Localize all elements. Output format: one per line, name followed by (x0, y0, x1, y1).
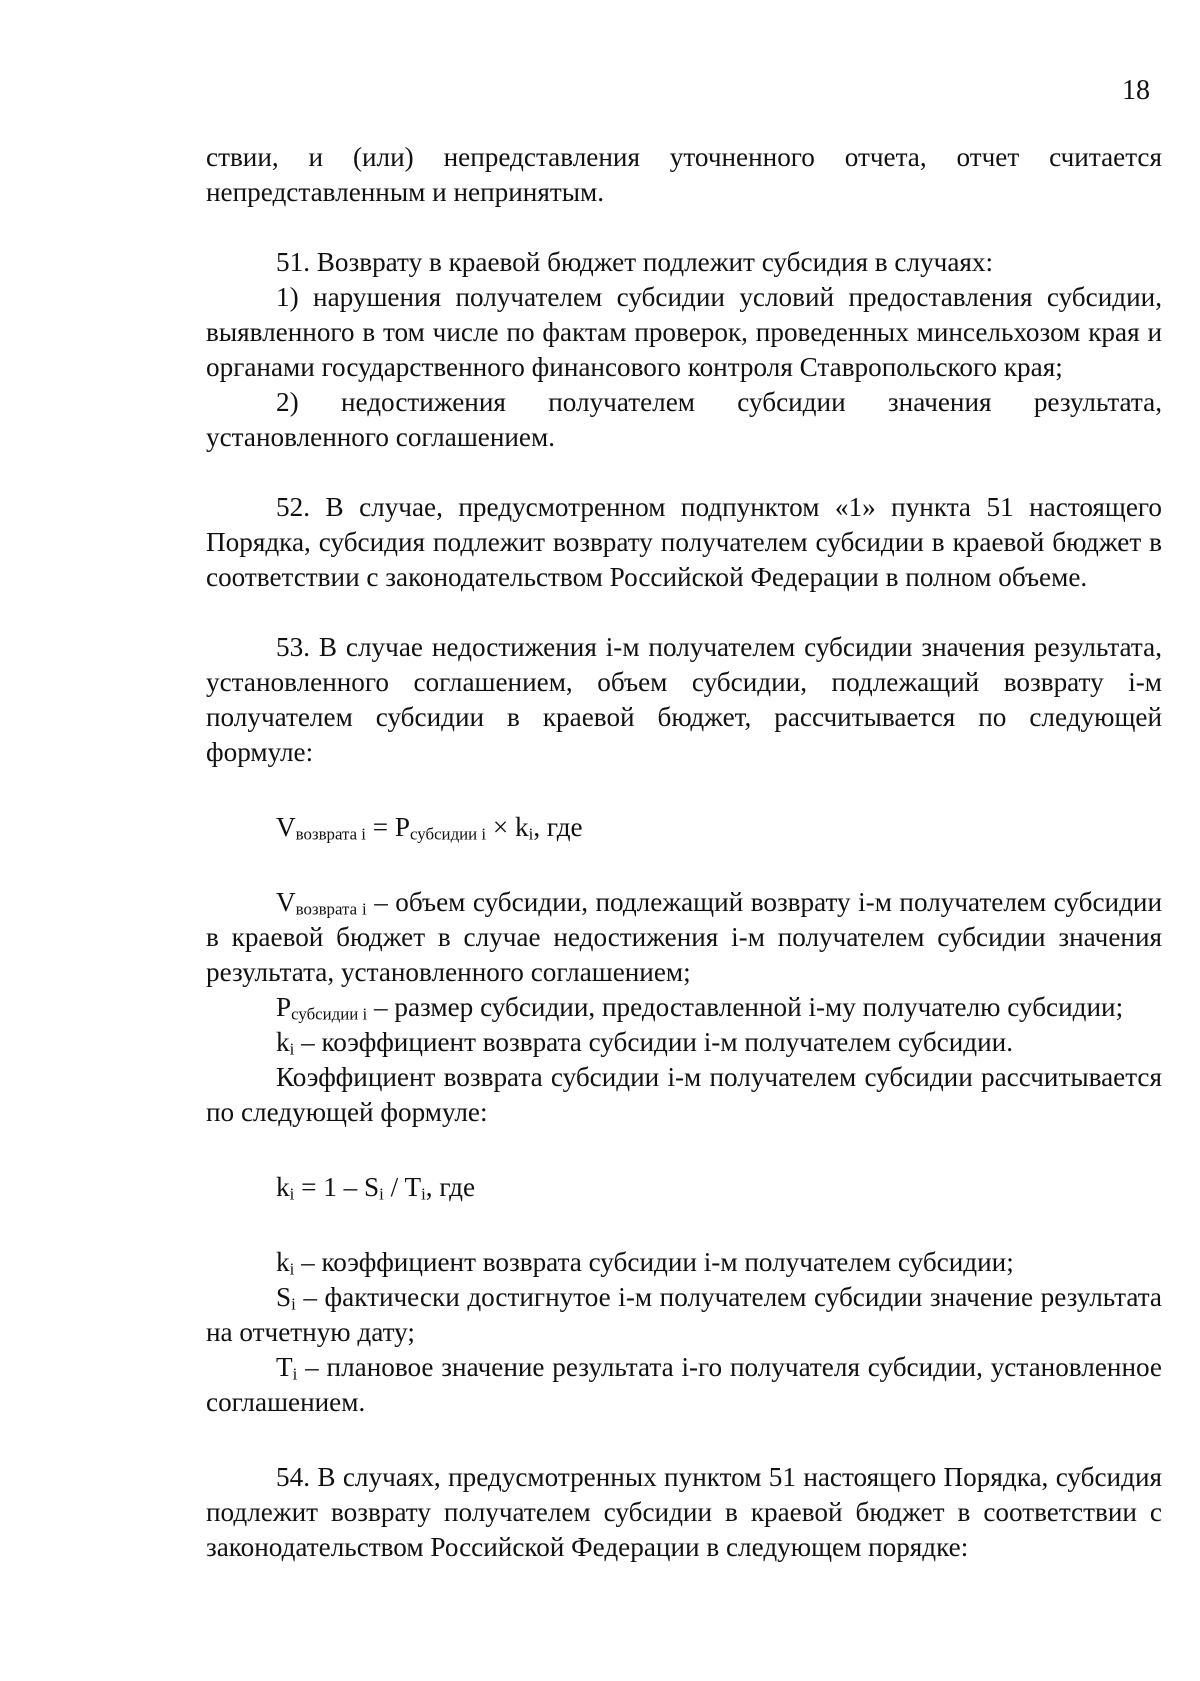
document-body (206, 140, 1162, 1565)
definition-v-return: $V_{возврата i}$ – объем субсидии, подлежащий возврату i-м получателем субсидии в краевой бюджет в случае недостижения i-м получателем субсидии значения результата, установленного соглашением; (206, 887, 1163, 987)
paragraph-51-item-1: 1) нарушения получателем субсидии условий предоставления субсидии, выявленного в том числе по фактам проверок, проведенных минсельхозом края и органами государственного финансового контроля Ставропольского края; (206, 282, 1162, 382)
formula-coefficient: $k_i = 1 - S_i / T_i$, где (276, 1172, 476, 1204)
paragraph-coefficient: Коэффициент возврата субсидии i-м получателем субсидии рассчитывается по следующей формуле: (206, 1062, 1162, 1127)
definition-k-coefficient: $k_i$ – коэффициент возврата субсидии i-м получателем субсидии. (276, 1027, 1014, 1059)
paragraph-53: 53. В случае недостижения i-м получателем субсидии значения результата, установленного соглашением, объем субсидии, подлежащий возврату i-м получателем субсидии в краевой бюджет, рассчитывается по следующей формуле: (206, 632, 1162, 767)
definition-p-subsidy: $P_{субсидии i}$ – размер субсидии, предоставленной i-му получателю субсидии; (276, 992, 1124, 1024)
paragraph-54: 54. В случаях, предусмотренных пунктом 51 настоящего Порядка, субсидия подлежит возврату получателем субсидии в краевой бюджет в соответствии с законодательством Российской Федерации в следующем порядке: (206, 1462, 1162, 1562)
paragraph-intro: ствии, и (или) непредставления уточненного отчета, отчет считается непредставленным и непринятым. (206, 142, 1162, 207)
paragraph-52: 52. В случае, предусмотренном подпунктом «1» пункта 51 настоящего Порядка, субсидия подлежит возврату получателем субсидии в краевой бюджет в соответствии с законодательством Российской Федерации в полном объеме. (206, 492, 1162, 592)
definition-s-actual: $S_i$ – фактически достигнутое i-м получателем субсидии значение результата на отчетную дату; (206, 1282, 1162, 1347)
definition-t-planned: $T_i$ – плановое значение результата i-го получателя субсидии, установленное соглашением. (206, 1352, 1162, 1417)
paragraph-51: 51. Возврату в краевой бюджет подлежит субсидия в случаях: (276, 247, 994, 277)
formula-return-volume: $V_{возврата i} = P_{субсидии i} \times k_i$, где (276, 812, 583, 844)
paragraph-51-item-2: 2) недостижения получателем субсидии значения результата, установленного соглашением. (206, 387, 1162, 452)
definition-k-coefficient-2: $k_i$ – коэффициент возврата субсидии i-м получателем субсидии; (276, 1247, 1014, 1279)
page-number: 18 (1122, 75, 1150, 106)
